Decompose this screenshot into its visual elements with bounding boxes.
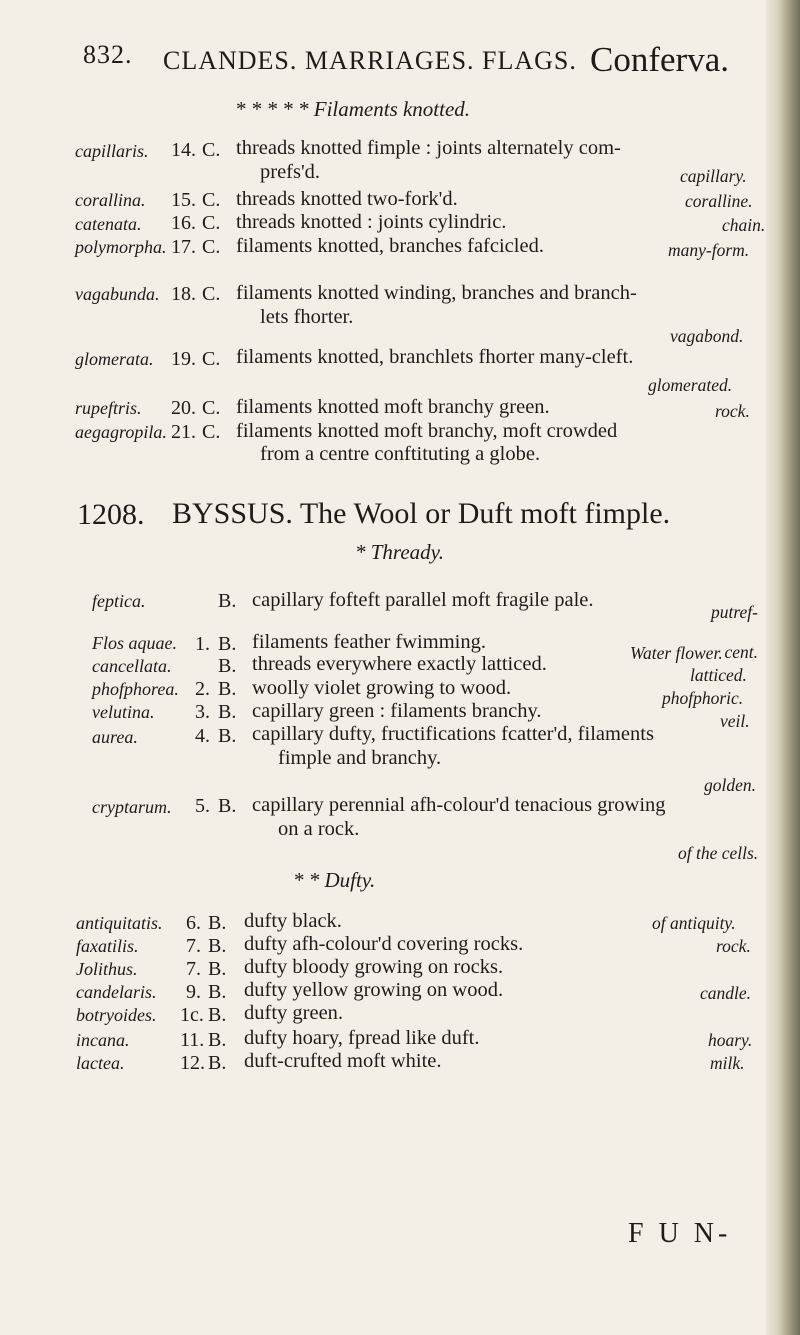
english-name: putref-cent. [711, 602, 758, 662]
description: threads knotted fimple : joints alternately com- [236, 137, 621, 159]
english-name: Water flower. [630, 643, 723, 663]
genus-abbr: B. [208, 1004, 227, 1026]
description: dufty hoary, fpread like duft. [244, 1027, 480, 1049]
entry-number: 19. [171, 348, 196, 370]
description: dufty green. [244, 1002, 344, 1024]
section-heading: * Thready. [355, 540, 445, 564]
description: threads knotted : joints cylindric. [236, 211, 507, 233]
entry-number: 6. [186, 912, 201, 934]
trivial-name: feptica. [92, 591, 146, 611]
genus-number: 1208. [77, 498, 145, 531]
description: dufty black. [244, 910, 342, 932]
genus-abbr: C. [202, 283, 221, 305]
section-heading: * * * * * Filaments knotted. [235, 97, 471, 121]
description-cont: lets fhorter. [260, 306, 354, 328]
english-name: rock. [715, 401, 750, 421]
genus-abbr: B. [208, 1052, 227, 1074]
entry-number: 9. [186, 981, 201, 1003]
english-name: phofphoric. [662, 688, 744, 708]
description-cont: fimple and branchy. [278, 747, 442, 769]
genus-abbr: C. [202, 139, 221, 161]
entry-number: 1c. [180, 1004, 204, 1026]
entry-number: 14. [171, 139, 196, 161]
english-name: candle. [700, 983, 752, 1003]
description: capillary fofteft parallel moft fragile pale. [252, 589, 594, 611]
trivial-name: cryptarum. [92, 797, 172, 817]
english-name: of antiquity. [652, 913, 736, 933]
trivial-name: Flos aquae. [92, 633, 177, 653]
genus-abbr: B. [218, 725, 237, 747]
english-name: hoary. [708, 1030, 753, 1050]
description: filaments knotted moft branchy green. [236, 396, 550, 418]
page-number: 832. [83, 40, 133, 69]
description-cont: from a centre conftituting a globe. [260, 443, 541, 465]
genus-heading: BYSSUS. The Wool or Duft moft fimple. [172, 497, 671, 530]
description: woolly violet growing to wood. [252, 677, 512, 699]
entry-number: 20. [171, 397, 196, 419]
genus-abbr: B. [208, 935, 227, 957]
english-name: latticed. [690, 665, 747, 685]
description: filaments knotted, branchlets fhorter many-cleft. [236, 346, 634, 368]
description: dufty bloody growing on rocks. [244, 956, 504, 978]
description: filaments knotted, branches fafcicled. [236, 235, 544, 257]
entry-number: 1. [195, 633, 210, 655]
english-name: milk. [710, 1053, 745, 1073]
trivial-name: capillaris. [75, 141, 149, 161]
description: filaments knotted moft branchy, moft crowded [236, 420, 618, 442]
description-cont: prefs'd. [260, 161, 321, 183]
trivial-name: polymorpha. [75, 237, 167, 257]
description: capillary perennial afh-colour'd tenacious growing [252, 794, 666, 816]
trivial-name: botryoides. [76, 1005, 157, 1025]
description: filaments feather fwimming. [252, 631, 486, 653]
trivial-name: aurea. [92, 727, 138, 747]
entry-number: 5. [195, 795, 210, 817]
trivial-name: candelaris. [76, 982, 157, 1002]
page-edge-shadow [766, 0, 800, 1335]
genus-abbr: B. [218, 678, 237, 700]
trivial-name: velutina. [92, 702, 155, 722]
genus-abbr: B. [218, 795, 237, 817]
genus-abbr: B. [208, 912, 227, 934]
trivial-name: antiquitatis. [76, 913, 163, 933]
trivial-name: lactea. [76, 1053, 125, 1073]
description: dufty afh-colour'd covering rocks. [244, 933, 524, 955]
entry-number: 18. [171, 283, 196, 305]
description: filaments knotted winding, branches and branch- [236, 282, 637, 304]
genus-abbr: B. [208, 958, 227, 980]
description: capillary dufty, fructifications fcatter'd, filaments [252, 723, 654, 745]
english-name: chain. [722, 215, 766, 235]
genus-abbr: B. [218, 590, 237, 612]
genus-title: Conferva. [590, 40, 729, 79]
description: threads knotted two-fork'd. [236, 188, 458, 210]
description: capillary green : filaments branchy. [252, 700, 542, 722]
entry-number: 17. [171, 236, 196, 258]
catchword: F U N- [628, 1218, 732, 1249]
trivial-name: aegagropila. [75, 422, 167, 442]
english-name: capillary. [680, 166, 747, 186]
genus-abbr: B. [208, 981, 227, 1003]
trivial-name: glomerata. [75, 349, 154, 369]
description: duft-crufted moft white. [244, 1050, 442, 1072]
trivial-name: cancellata. [92, 656, 172, 676]
genus-abbr: B. [218, 633, 237, 655]
trivial-name: vagabunda. [75, 284, 160, 304]
entry-number: 7. [186, 958, 201, 980]
entry-number: 2. [195, 678, 210, 700]
entry-number: 7. [186, 935, 201, 957]
genus-abbr: C. [202, 421, 221, 443]
section-heading: * * Dufty. [293, 868, 376, 892]
english-name: veil. [720, 711, 750, 731]
english-name: rock. [716, 936, 751, 956]
trivial-name: Jolithus. [76, 959, 138, 979]
genus-abbr: B. [218, 655, 237, 677]
english-name: coralline. [685, 191, 753, 211]
genus-abbr: B. [218, 701, 237, 723]
trivial-name: incana. [76, 1030, 130, 1050]
entry-number: 12. [180, 1052, 205, 1074]
entry-number: 15. [171, 189, 196, 211]
entry-number: 3. [195, 701, 210, 723]
genus-abbr: B. [208, 1029, 227, 1051]
genus-abbr: C. [202, 236, 221, 258]
entry-number: 21. [171, 421, 196, 443]
genus-abbr: C. [202, 397, 221, 419]
trivial-name: rupeftris. [75, 398, 142, 418]
english-name: glomerated. [648, 375, 733, 395]
description: dufty yellow growing on wood. [244, 979, 504, 1001]
entry-number: 16. [171, 212, 196, 234]
english-name: vagabond. [670, 326, 744, 346]
trivial-name: phofphorea. [92, 679, 179, 699]
genus-abbr: C. [202, 189, 221, 211]
trivial-name: faxatilis. [76, 936, 139, 956]
english-name: many-form. [668, 240, 750, 260]
entry-number: 11. [180, 1029, 205, 1051]
entry-number: 4. [195, 725, 210, 747]
description-cont: on a rock. [278, 818, 360, 840]
genus-abbr: C. [202, 348, 221, 370]
english-name: of the cells. [678, 843, 759, 863]
english-name: golden. [704, 775, 757, 795]
trivial-name: corallina. [75, 190, 146, 210]
genus-abbr: C. [202, 212, 221, 234]
description: threads everywhere exactly latticed. [252, 653, 547, 675]
running-title: CLANDES. MARRIAGES. FLAGS. [163, 46, 577, 75]
trivial-name: catenata. [75, 214, 142, 234]
